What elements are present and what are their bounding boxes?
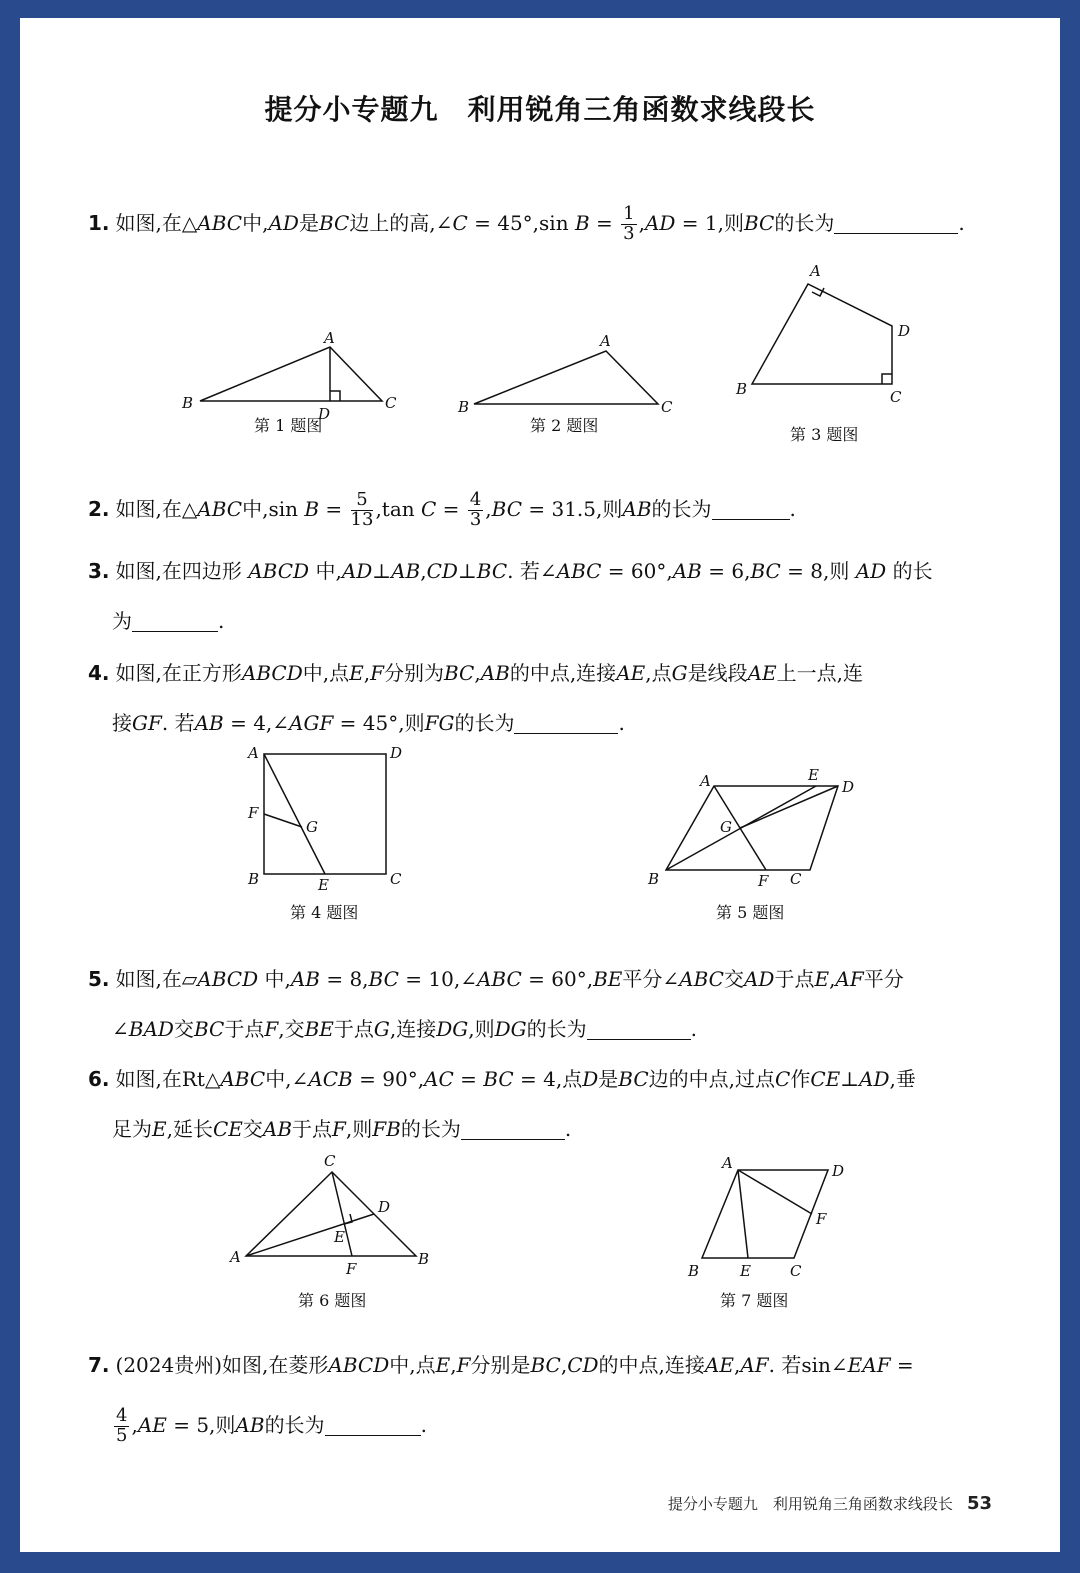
question-3: 3. 如图,在四边形 ABCD 中,AD⊥AB,CD⊥BC. 若∠ABC = 60°,AB = 6,BC = 8,则 AD 的长 为 . (88, 559, 933, 633)
figure-3 (732, 260, 932, 410)
answer-blank[interactable] (325, 1417, 421, 1436)
fraction: $\frac{4}{5}$ (116, 1405, 128, 1446)
figure-1 (180, 313, 420, 423)
right-angle-mark (330, 391, 340, 401)
svg-text:B: B (648, 870, 660, 888)
svg-text:D: D (898, 322, 911, 340)
svg-text:C: C (890, 388, 902, 406)
svg-text:D: D (390, 744, 403, 762)
svg-text:C: C (661, 398, 673, 416)
caption-figure-5: 第 5 题图 (716, 903, 785, 922)
svg-text:C: C (790, 1262, 802, 1280)
rhombus-abcd (702, 1170, 828, 1258)
answer-blank[interactable] (587, 1021, 691, 1040)
svg-text:B: B (182, 394, 194, 412)
svg-text:A: A (700, 772, 711, 790)
caption-figure-2: 第 2 题图 (530, 416, 599, 435)
question-2: 2. 如图,在△ABC中,sin B = $\frac{5}{13}$ ,tan C = $\frac{4}{3}$ ,BC = 31.5,则AB的长为 . (88, 489, 796, 530)
fraction: $\frac{1}{3}$ (623, 203, 635, 244)
figure-6 (228, 1152, 458, 1286)
segment-af (738, 1170, 812, 1214)
svg-text:A: A (810, 262, 821, 280)
answer-blank[interactable] (132, 613, 218, 632)
question-1: 1. 如图,在△ABC中,AD是BC边上的高,∠C = 45°,sin B = $\frac{1}{3}$ ,AD = 1,则BC的长为 . (88, 203, 965, 244)
page-number: 53 (966, 1493, 992, 1514)
parallelogram-abcd (666, 786, 838, 870)
question-6: 6. 如图,在Rt△ABC中,∠ACB = 90°,AC = BC = 4,点D是BC边的中点,过点C作CE⊥AD,垂 足为E,延长CE交AB于点F,则FB的长为 . (88, 1067, 916, 1141)
svg-text:C: C (790, 870, 802, 888)
svg-text:E: E (334, 1228, 345, 1246)
svg-text:C: C (390, 870, 402, 888)
right-angle-mark-c (882, 374, 892, 384)
svg-text:D: D (378, 1198, 391, 1216)
figure-7 (684, 1156, 884, 1286)
fraction: $\frac{4}{3}$ (469, 489, 482, 530)
svg-text:F: F (816, 1210, 827, 1228)
svg-text:B: B (458, 398, 470, 416)
svg-text:C: C (385, 394, 397, 412)
svg-text:C: C (324, 1152, 336, 1170)
svg-text:A: A (600, 332, 611, 350)
svg-text:E: E (740, 1262, 751, 1280)
page-title: 提分小专题九 利用锐角三角函数求线段长 (264, 93, 816, 126)
question-7: 7. (2024贵州)如图,在菱形ABCD中,点E,F分别是BC,CD的中点,连接AE,AF. 若sin∠EAF = $\frac{4}{5}$ ,AE = 5,则AB的长为 . (88, 1353, 914, 1446)
svg-text:B: B (688, 1262, 700, 1280)
svg-text:D: D (832, 1162, 845, 1180)
caption-figure-3: 第 3 题图 (790, 425, 859, 444)
segment-ae (264, 754, 325, 874)
svg-text:B: B (736, 380, 748, 398)
svg-text:A: A (248, 744, 259, 762)
answer-blank[interactable] (712, 501, 790, 520)
caption-figure-1: 第 1 题图 (254, 416, 323, 435)
page-footer: 提分小专题九 利用锐角三角函数求线段长 53 (667, 1493, 992, 1514)
square-abcd (264, 754, 386, 874)
svg-text:D: D (318, 405, 331, 423)
answer-blank[interactable] (461, 1121, 565, 1140)
svg-text:D: D (842, 778, 855, 796)
page (20, 18, 1060, 1552)
triangle-abc (246, 1172, 416, 1256)
svg-text:A: A (230, 1248, 241, 1266)
svg-text:F: F (248, 804, 259, 822)
fraction: $\frac{5}{13}$ (350, 489, 374, 530)
svg-text:A: A (722, 1154, 733, 1172)
svg-text:A: A (324, 329, 335, 347)
segment-ad (246, 1214, 374, 1256)
caption-figure-6: 第 6 题图 (298, 1291, 367, 1310)
answer-blank[interactable] (834, 215, 958, 234)
svg-text:E: E (808, 766, 819, 784)
svg-text:F: F (758, 872, 769, 890)
caption-figure-7: 第 7 题图 (720, 1291, 789, 1310)
right-angle-mark (344, 1214, 352, 1224)
triangle-abc (474, 351, 658, 404)
question-4: 4. 如图,在正方形ABCD中,点E,F分别为BC,AB的中点,连接AE,点G是线段AE上一点,连 接GF. 若AB = 4,∠AGF = 45°,则FG的长为 . (88, 661, 863, 735)
svg-text:B: B (248, 870, 260, 888)
svg-text:E: E (318, 876, 329, 894)
figure-4 (246, 742, 436, 892)
svg-text:G: G (720, 818, 732, 836)
question-5: 5. 如图,在▱ABCD 中,AB = 8,BC = 10,∠ABC = 60°,BE平分∠ABC交AD于点E,AF平分 ∠BAD交BC于点F,交BE于点G,连接DG,则DG的长为 . (88, 967, 904, 1041)
svg-text:F: F (346, 1260, 357, 1278)
figure-5 (648, 766, 888, 896)
segment-dg (740, 786, 838, 828)
svg-text:G: G (306, 818, 318, 836)
segment-ae (738, 1170, 748, 1258)
svg-text:B: B (418, 1250, 430, 1268)
caption-figure-4: 第 4 题图 (290, 903, 359, 922)
figure-2 (456, 318, 696, 416)
quadrilateral-abcd (752, 284, 892, 384)
answer-blank[interactable] (514, 715, 618, 734)
triangle-abc (200, 347, 382, 401)
